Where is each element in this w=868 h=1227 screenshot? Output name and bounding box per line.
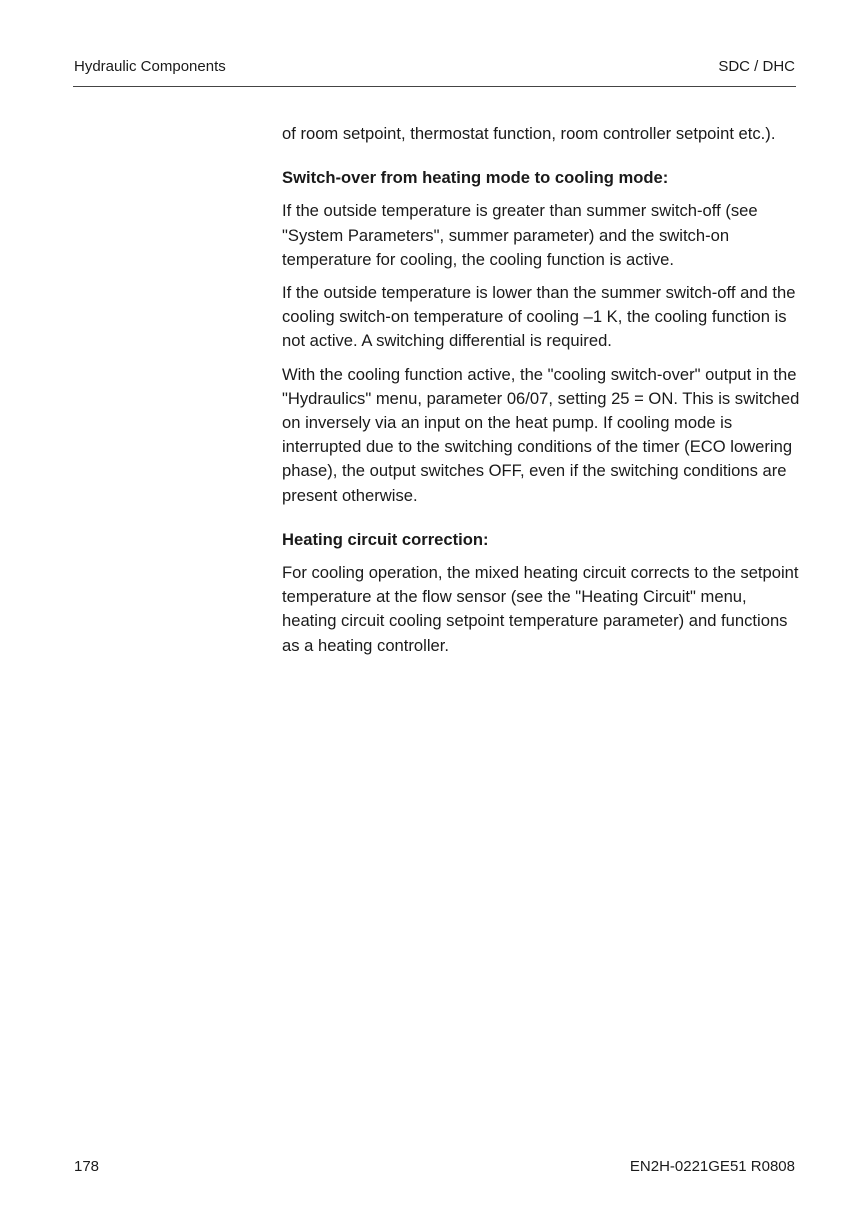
paragraph-continuation: of room setpoint, thermostat function, room controller setpoint etc.). <box>282 124 776 143</box>
main-content <box>282 122 800 667</box>
paragraph-cooling-active: If the outside temperature is greater than summer switch-off (see "System Parameters", summer parameter) and the switch-on temperature for cooling, the cooling function is active. <box>282 201 758 269</box>
page-number: 178 <box>74 1158 100 1175</box>
page-footer <box>74 1156 795 1178</box>
heading-circuit-correction: Heating circuit correction: <box>282 529 489 549</box>
paragraph-switch-over-output: With the cooling function active, the "cooling switch-over" output in the "Hydraulics" menu, parameter 06/07, setting 25 = ON. This is switched on inversely via an input on the heat pump. If cooling mode is interrupted due to the switching conditions of the timer (ECO lowering phase), the output switches OFF, even if the switching conditions are present otherwise. <box>282 364 800 505</box>
section-title: Hydraulic Components <box>74 58 226 75</box>
heading-switch-over: Switch-over from heating mode to cooling mode: <box>282 168 669 188</box>
product-name: SDC / DHC <box>718 58 795 75</box>
document-code: EN2H-0221GE51 R0808 <box>629 1158 795 1175</box>
page-header <box>74 56 795 78</box>
header-divider <box>73 86 796 87</box>
paragraph-cooling-inactive: If the outside temperature is lower than the summer switch-off and the cooling switch-on temperature of cooling –1 K, the cooling function is not active. A switching differential is required. <box>282 283 796 351</box>
paragraph-circuit-correction: For cooling operation, the mixed heating circuit corrects to the setpoint temperature at the flow sensor (see the "Heating Circuit" menu, heating circuit cooling setpoint temperature parameter) and functions as a heating controller. <box>282 563 799 655</box>
